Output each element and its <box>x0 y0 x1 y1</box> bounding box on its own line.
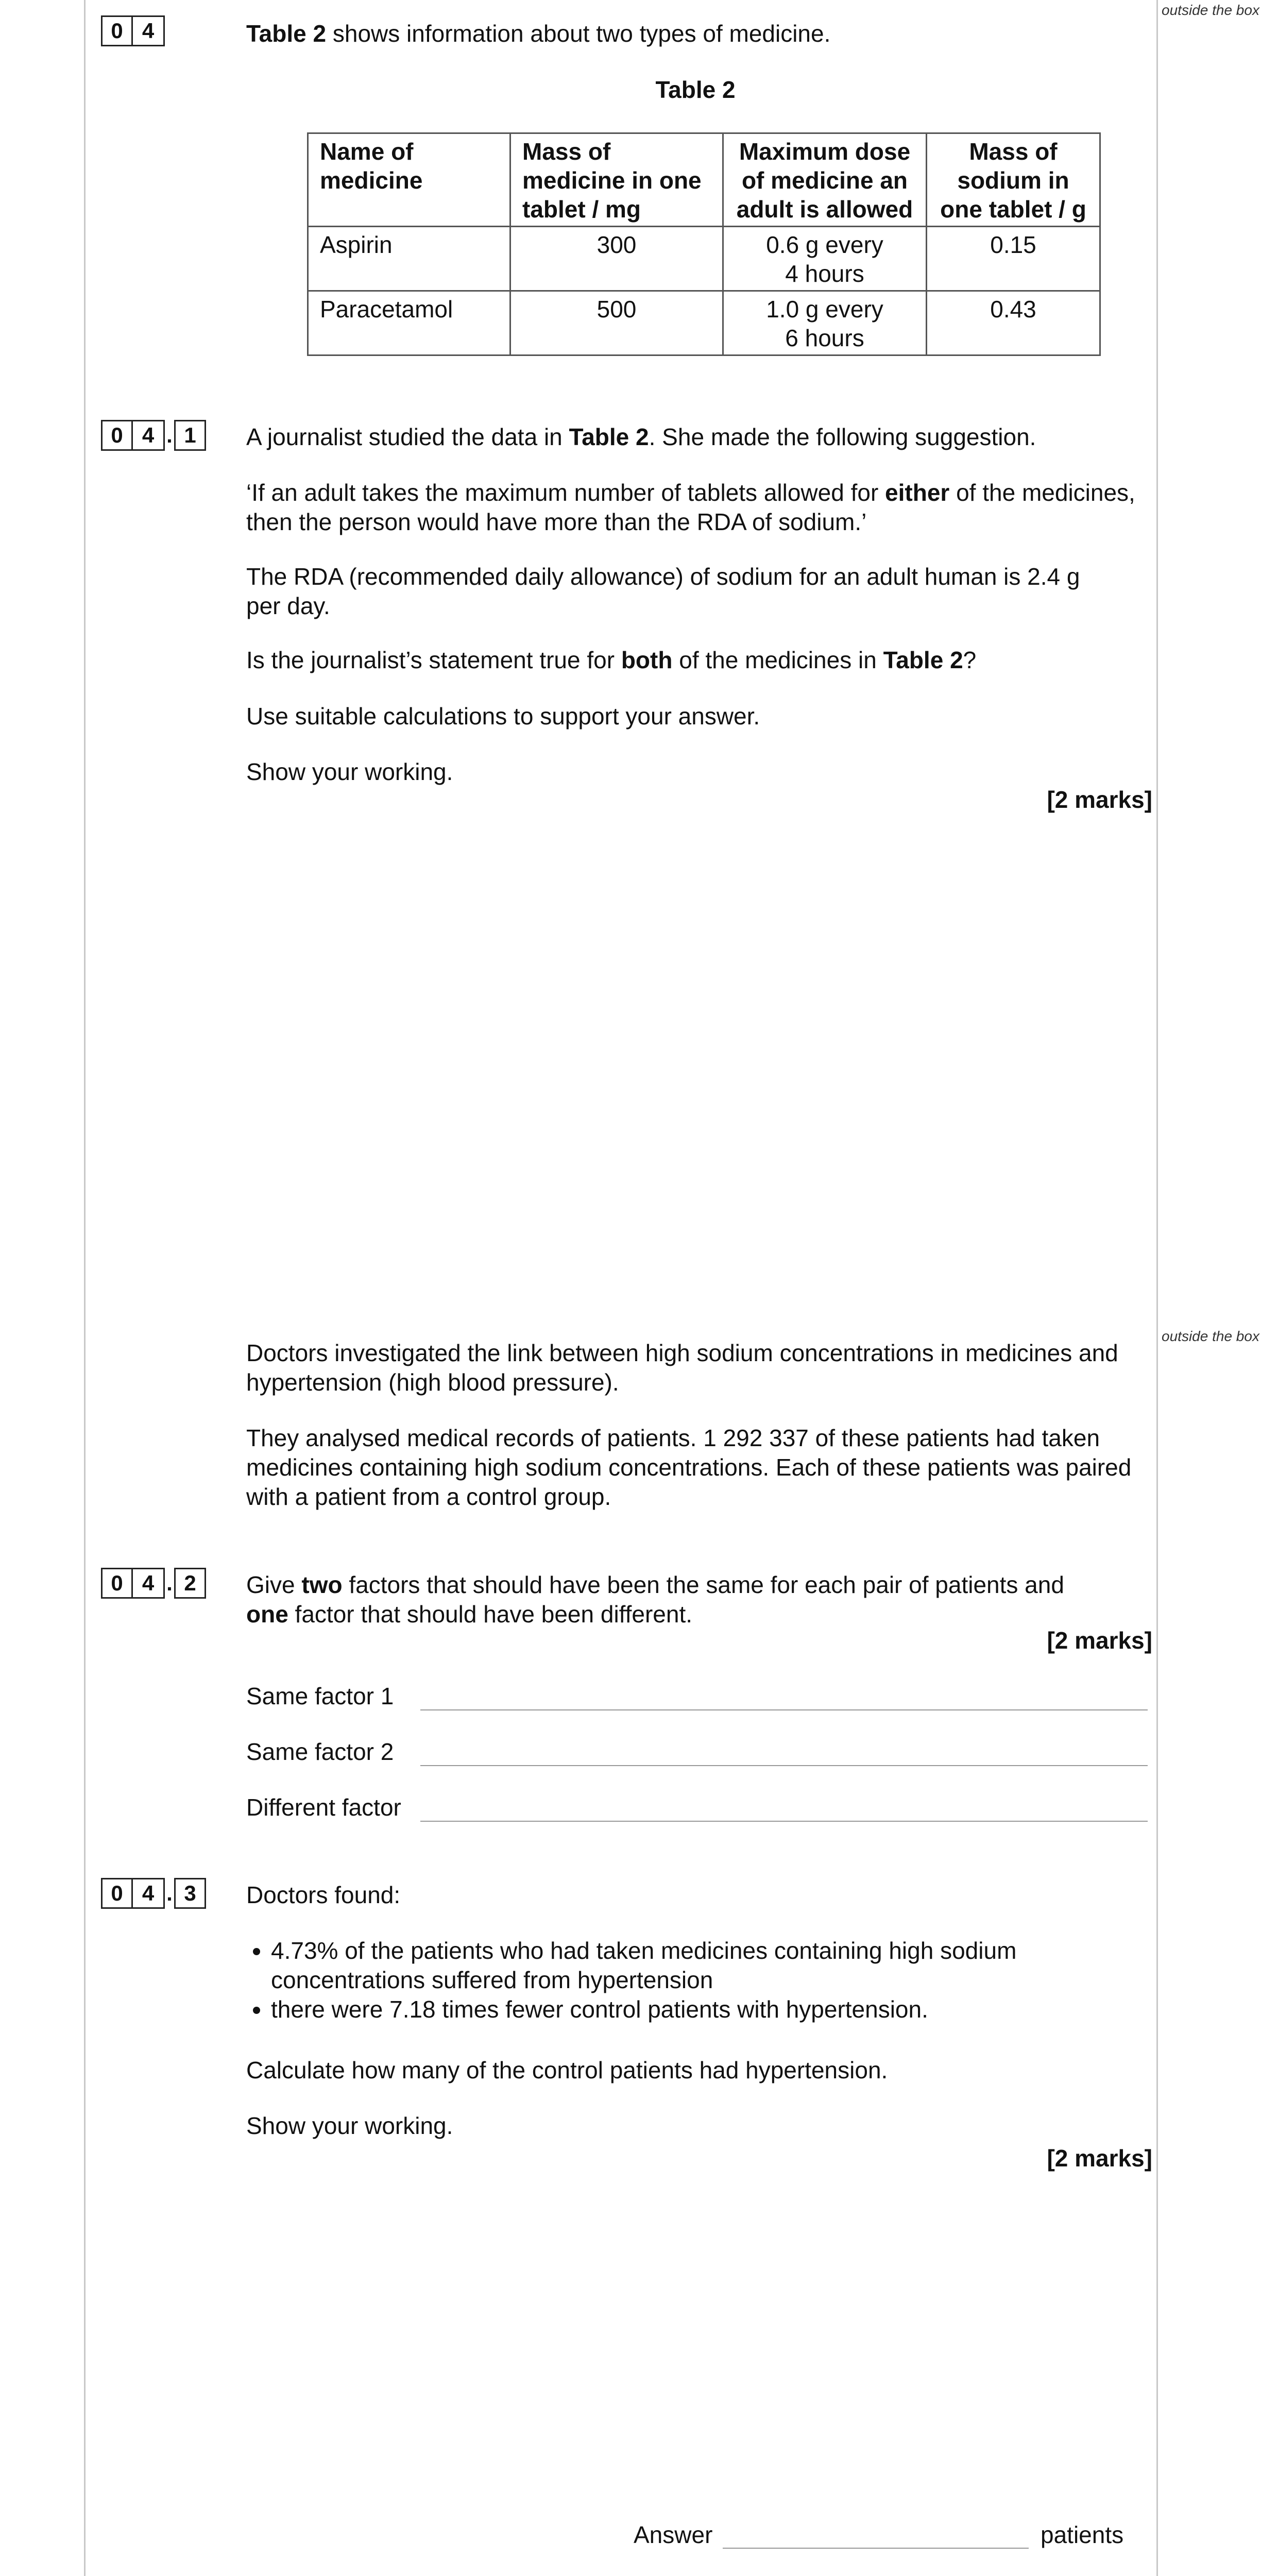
question-04-intro: Table 2 shows information about two types of medicine. <box>246 20 831 47</box>
q043-marks: [2 marks] <box>1047 2145 1152 2172</box>
question-number-04: 0 4 <box>101 15 165 46</box>
q043-intro: Doctors found: <box>246 1882 401 1908</box>
table-title: Table 2 <box>655 76 736 103</box>
context-para1: Doctors investigated the link between high sodium concentrations in medicines and hypertension (high blood pressure). <box>246 1340 1118 1396</box>
q041-calc: Use suitable calculations to support your answer. <box>246 703 760 730</box>
q042-marks: [2 marks] <box>1047 1627 1152 1654</box>
question-number-04-1: 0 4 . 1 <box>101 420 206 451</box>
same-factor-1-line[interactable] <box>420 1709 1148 1710</box>
different-factor-label: Different factor <box>246 1794 401 1821</box>
q041-marks: [2 marks] <box>1047 786 1152 813</box>
table-header-row: Name of medicine Mass of medicine in one tablet / mg Maximum dose of medicine an adult is allowed Mass of sodium in one tablet / g <box>308 133 1100 227</box>
medicine-table <box>307 132 1101 356</box>
answer-line[interactable] <box>723 2548 1029 2549</box>
answer-label: Answer <box>634 2521 713 2548</box>
q043-working: Show your working. <box>246 2112 453 2139</box>
same-factor-1-label: Same factor 1 <box>246 1683 394 1709</box>
q041-quote: ‘If an adult takes the maximum number of tablets allowed for either of the medicines, then the person would have more than the RDA of sodium.’ <box>246 479 1135 535</box>
margin-note: outside the box <box>1162 2 1259 18</box>
list-item: • there were 7.18 times fewer control patients with hypertension. <box>271 1995 1153 2024</box>
different-factor-line[interactable] <box>420 1821 1148 1822</box>
q041-working: Show your working. <box>246 758 453 785</box>
table-row: Paracetamol 500 1.0 g every 6 hours 0.43 <box>308 291 1100 355</box>
question-number-04-2: 0 4 . 2 <box>101 1568 206 1599</box>
q043-calc: Calculate how many of the control patients had hypertension. <box>246 2057 888 2083</box>
q042-text: Give two factors that should have been the same for each pair of patients and one factor that should have been different. <box>246 1571 1064 1628</box>
q041-rda: The RDA (recommended daily allowance) of sodium for an adult human is 2.4 g per day. <box>246 563 1080 619</box>
margin-note: outside the box <box>1162 1328 1259 1344</box>
table-row: Aspirin 300 0.6 g every 4 hours 0.15 <box>308 227 1100 291</box>
q041-question: Is the journalist’s statement true for both of the medicines in Table 2? <box>246 647 977 673</box>
question-number-04-3: 0 4 . 3 <box>101 1878 206 1909</box>
q041-line1: A journalist studied the data in Table 2. She made the following suggestion. <box>246 423 1036 450</box>
same-factor-2-label: Same factor 2 <box>246 1738 394 1765</box>
same-factor-2-line[interactable] <box>420 1765 1148 1766</box>
list-item: • 4.73% of the patients who had taken medicines containing high sodium concentrations suffered from hypertension <box>271 1936 1153 1995</box>
left-margin-line <box>84 0 86 2576</box>
answer-unit: patients <box>1041 2521 1124 2548</box>
right-margin-line <box>1156 0 1158 2576</box>
context-para2: They analysed medical records of patients. 1 292 337 of these patients had taken medicines containing high sodium concentrations. Each of these patients was paired with a patient from a control group. <box>246 1425 1132 1510</box>
q043-bullets <box>246 1936 1153 2024</box>
